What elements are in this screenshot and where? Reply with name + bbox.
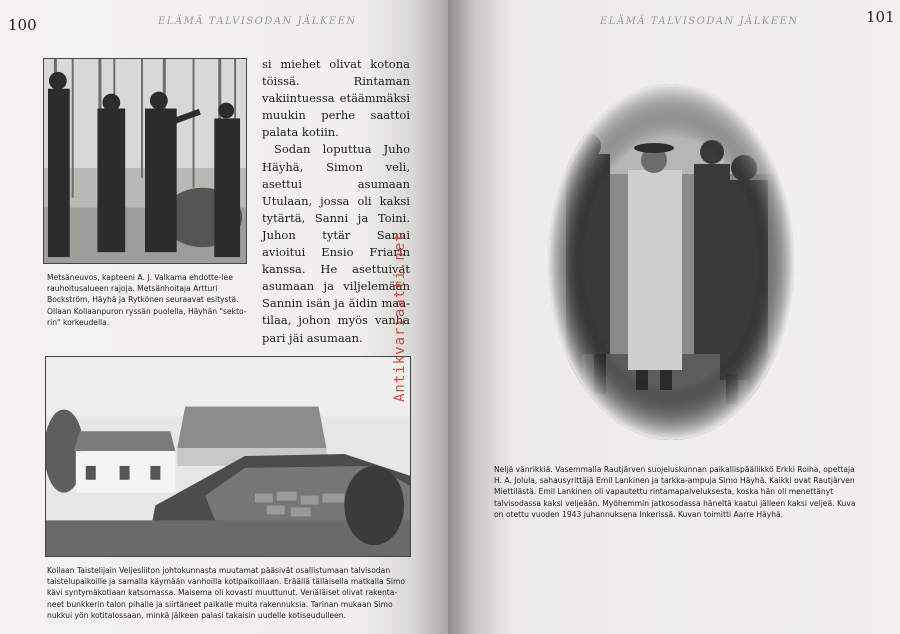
body-paragraph: Sodan loputtua Juho Häyhä, Simon veli, asettui asumaan Utulaan, jossa oli kaksi tytärtä, Sanni ja Toini. Juhon tytär Sanni avioitui Ensio Friarin kanssa. He asettuivat asumaan ja viljelemään Sannin isän ja äidin maa-tilaa, johon myös vanha pari jäi asumaan. bbox=[262, 142, 410, 345]
photo-officers-forest bbox=[43, 58, 247, 264]
left-page bbox=[0, 0, 448, 634]
top-photo-caption: Metsäneuvos, kapteeni A. J. Valkama ehdotte-lee rauhoitusalueen rajoja. Metsänhoitaja Artturi Bockström, Häyhä ja Rytkönen seuraavat esitystä. Ollaan Kollaanpuron ryssän puolella, Häyhän "sekto-rin" korkeudella. bbox=[47, 273, 247, 327]
running-head-left: ELÄMÄ TALVISODAN JÄLKEEN bbox=[158, 16, 357, 27]
watermark: Antikvariaatti.net bbox=[392, 232, 408, 402]
bottom-photo-caption: Kollaan Taistelijain Veljesliiton johtokunnasta muutamat pääsivät osallistumaan talvisodan taistelupaikoille ja samalla käymään vanhoilla kotipaikoillaan. Eräällä tällaisella matkalla Simo kävi syntymäkotiaan katsomassa. Maisema oli kovasti muuttunut. Venäläiset olivat rakenta-neet bunkkerin talon pihalle ja siirtäneet paikalle muita rakennuksia. Tarinan mukaan Simo nukkui yön kotitalossaan, minkä jälkeen palasi takaisin uudelle kotiseudulleen. bbox=[47, 566, 406, 620]
body-paragraph: si miehet olivat kotona töissä. Rintaman vakiintuessa etäämmäksi muukin perhe saattoi palata kotiin. bbox=[262, 57, 410, 140]
photo-four-officers bbox=[548, 84, 794, 440]
right-photo-caption: Neljä vänrikkiä. Vasemmalla Rautjärven suojeluskunnan paikallispäällikkö Erkki Roiha, opettaja H. A. Jolula, sahausyrittäjä Emil Lankinen ja tarkka-ampuja Simo Häyhä. Kaikki ovat Rautjärven Miettilästä. Emil Lankinen oli vapautettu rintamapalveluksesta, koska hän oli menettänyt talvisodassa kaksi veljeään. Myöhemmin jatkosodassa häneltä kaatui jälleen kaksi veljeä. Kuva on otettu vuoden 1943 juhannuksena Inkerissä. Kuvan toimitti Aarre Häyhä. bbox=[494, 465, 856, 519]
photo-house-bunker bbox=[45, 356, 411, 557]
body-text bbox=[262, 56, 410, 347]
page-number-right: 101 bbox=[866, 8, 895, 26]
page-number-left: 100 bbox=[8, 16, 37, 34]
running-head-right: ELÄMÄ TALVISODAN JÄLKEEN bbox=[600, 16, 799, 27]
